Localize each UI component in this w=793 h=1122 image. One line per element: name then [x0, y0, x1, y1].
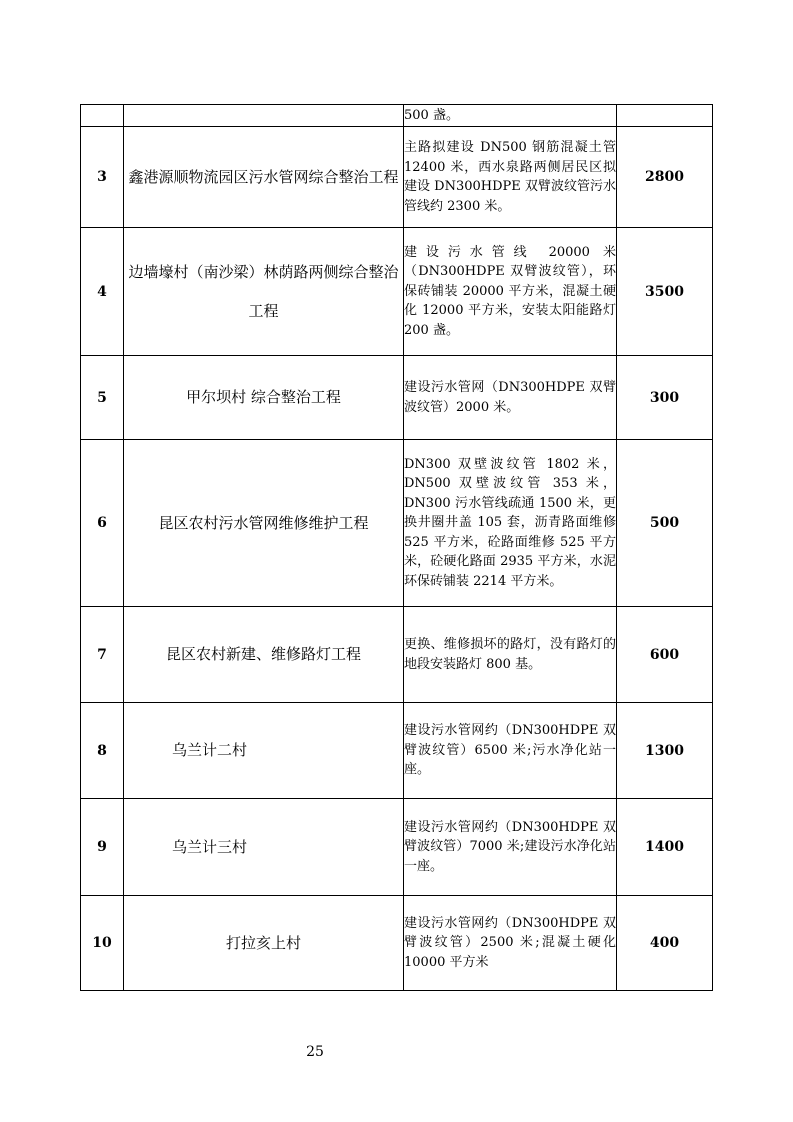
- row-number: [81, 105, 124, 127]
- project-name: 甲尔坝村 综合整治工程: [124, 356, 404, 440]
- table-row: [81, 607, 713, 703]
- project-name: 打拉亥上村: [124, 896, 404, 991]
- project-name: 鑫港源顺物流园区污水管网综合整治工程: [124, 127, 404, 228]
- row-number: 6: [81, 440, 124, 607]
- project-amount: 400: [617, 896, 713, 991]
- table-row: [81, 799, 713, 896]
- project-description: 建设污水管网约（DN300HDPE 双臂波纹管）7000 米;建设污水净化站一座。: [404, 799, 617, 896]
- row-number: 7: [81, 607, 124, 703]
- project-amount: [617, 105, 713, 127]
- project-description: 主路拟建设 DN500 钢筋混凝土管 12400 米，西水泉路两侧居民区拟建设 DN300HDPE 双臂波纹管污水管线约 2300 米。: [404, 127, 617, 228]
- project-description: 建设污水管网约（DN300HDPE 双臂波纹管）6500 米;污水净化站一座。: [404, 703, 617, 799]
- project-name: 乌兰计三村: [124, 799, 404, 896]
- table-row: [81, 703, 713, 799]
- project-description: 更换、维修损坏的路灯，没有路灯的地段安装路灯 800 基。: [404, 607, 617, 703]
- row-number: 9: [81, 799, 124, 896]
- project-description: 建设污水管线 20000 米（DN300HDPE 双臂波纹管），环保砖铺装 20000 平方米，混凝土硬化 12000 平方米，安装太阳能路灯 200 盏。: [404, 228, 617, 356]
- project-description: 建设污水管网（DN300HDPE 双臂波纹管）2000 米。: [404, 356, 617, 440]
- table-row: [81, 105, 713, 127]
- project-amount: 3500: [617, 228, 713, 356]
- page-number: 25: [306, 1044, 324, 1060]
- row-number: 8: [81, 703, 124, 799]
- project-name: 昆区农村新建、维修路灯工程: [124, 607, 404, 703]
- row-number: 10: [81, 896, 124, 991]
- project-amount: 1300: [617, 703, 713, 799]
- project-amount: 600: [617, 607, 713, 703]
- row-number: 5: [81, 356, 124, 440]
- row-number: 4: [81, 228, 124, 356]
- table-row: [81, 228, 713, 356]
- project-amount: 300: [617, 356, 713, 440]
- project-description: 500 盏。: [404, 105, 617, 127]
- table-row: [81, 896, 713, 991]
- project-amount: 2800: [617, 127, 713, 228]
- project-name: 乌兰计二村: [124, 703, 404, 799]
- project-name: [124, 105, 404, 127]
- row-number: 3: [81, 127, 124, 228]
- project-name: 边墙壕村（南沙梁）林荫路两侧综合整治工程: [124, 228, 404, 356]
- project-description: DN300 双壁波纹管 1802 米，DN500 双壁波纹管 353 米，DN300 污水管线疏通 1500 米，更换井圈井盖 105 套，沥青路面维修 525 平方米，砼路面维修 525 平方米，砼硬化路面 2935 平方米，水泥环保砖铺装 2214 平方米。: [404, 440, 617, 607]
- project-table: [80, 104, 713, 991]
- table-row: [81, 127, 713, 228]
- project-name: 昆区农村污水管网维修维护工程: [124, 440, 404, 607]
- project-amount: 1400: [617, 799, 713, 896]
- table-row: [81, 440, 713, 607]
- project-description: 建设污水管网约（DN300HDPE 双臂波纹管）2500 米;混凝土硬化 10000 平方米: [404, 896, 617, 991]
- project-amount: 500: [617, 440, 713, 607]
- table-row: [81, 356, 713, 440]
